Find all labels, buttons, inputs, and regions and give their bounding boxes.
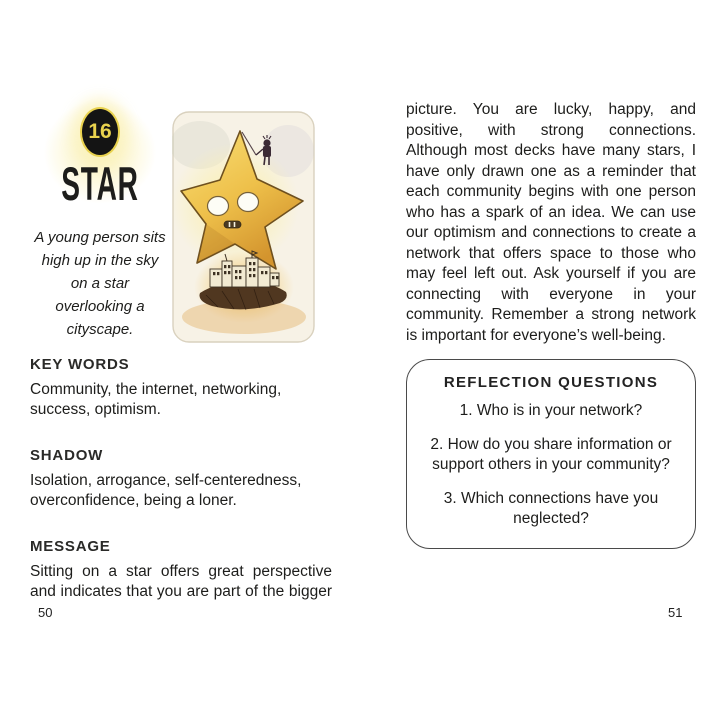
reflection-question-1: 1. Who is in your network?	[459, 402, 643, 419]
card-title: STAR	[61, 157, 139, 211]
section-body: Sitting on a star offers great perspective and indicates that you are part of the bigger	[30, 563, 332, 600]
reflection-question-3: 3. Which connections have you neglected?	[443, 490, 659, 527]
reflection-question-2: 2. How do you share information or support others in your community?	[430, 436, 672, 473]
card-header	[30, 100, 170, 341]
page-number-right: 51	[668, 605, 683, 620]
section-heading: SHADOW	[30, 447, 104, 464]
message-continued: picture. You are lucky, happy, and positive, with strong connections. Although most decks have many stars, I have only drawn one as a reminder that each community begins with one person who has a spark of an idea. We can use our optimism and connections to create a network that offers space to those who may feel left out. Ask yourself if you are connecting with everyone in your community. Remember a strong network is important for everyone’s well-being.	[406, 101, 696, 344]
section-heading: MESSAGE	[30, 538, 111, 555]
card-number: 16	[88, 120, 112, 143]
right-page	[406, 100, 696, 549]
section-body: Community, the internet, networking, success, optimism.	[30, 381, 282, 418]
card-meaning-sections	[30, 356, 332, 629]
page-number-left: 50	[38, 605, 53, 620]
reflection-questions-box	[406, 359, 696, 549]
card-caption: A young person sits high up in the sky on a star overlooking a cityscape.	[34, 229, 166, 338]
section-body: Isolation, arrogance, self-centeredness, overconfidence, being a loner.	[30, 472, 302, 509]
section-heading: KEY WORDS	[30, 356, 130, 373]
reflection-heading: REFLECTION QUESTIONS	[443, 374, 659, 391]
section-key-words	[30, 356, 332, 420]
left-page	[30, 100, 332, 620]
section-message	[30, 538, 332, 602]
card-number-badge	[80, 107, 120, 157]
star-card-illustration	[172, 111, 315, 348]
section-shadow	[30, 447, 332, 511]
